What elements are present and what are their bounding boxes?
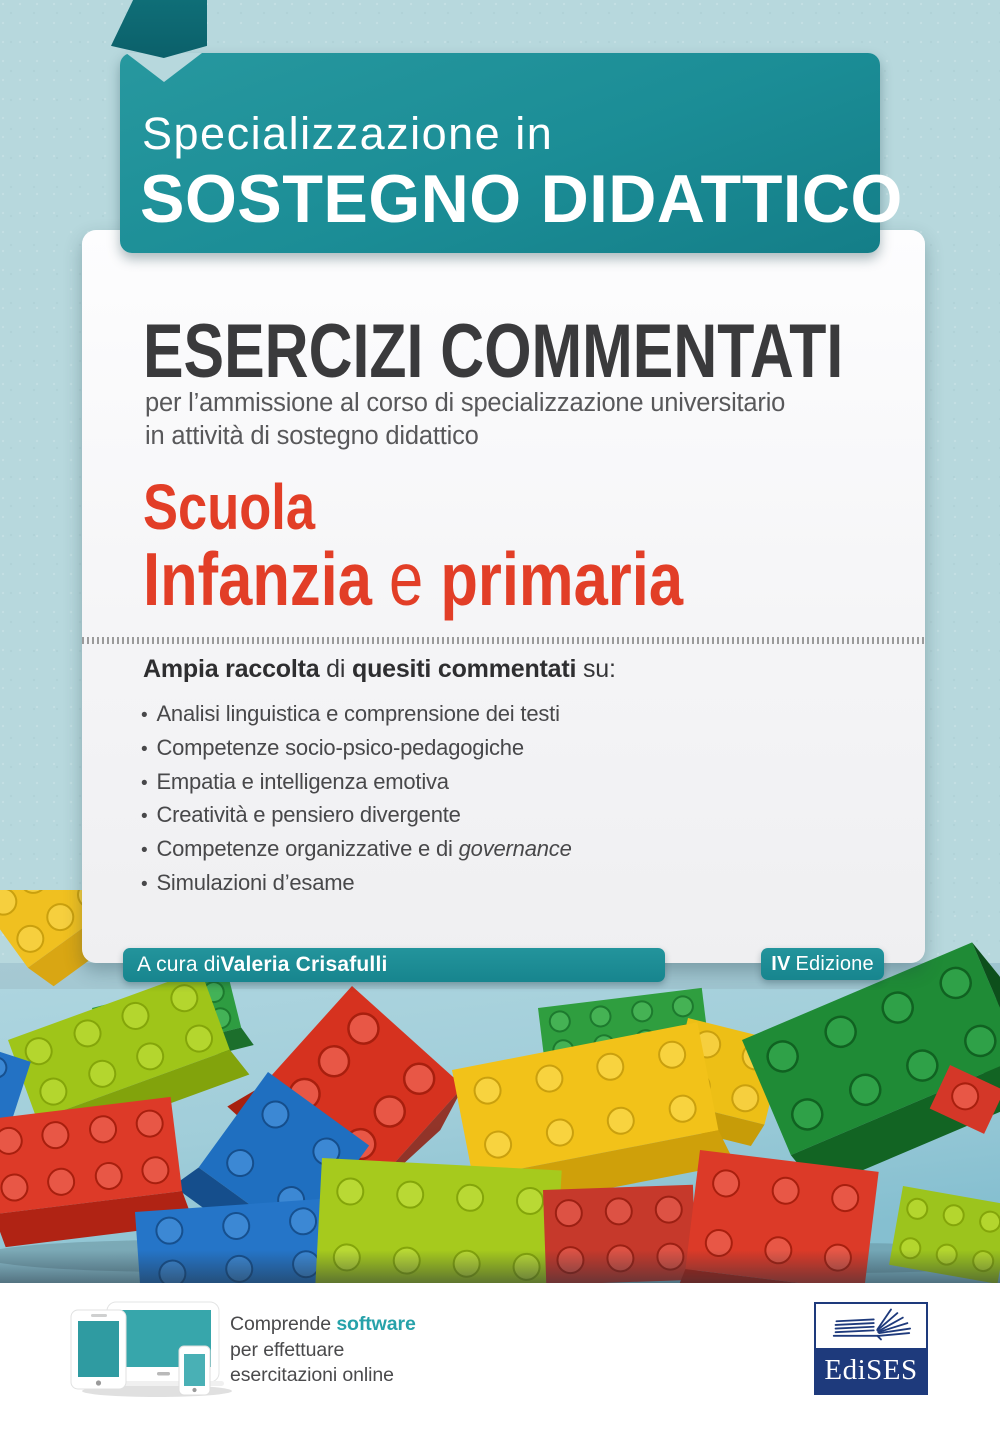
list-heading — [143, 653, 616, 685]
audience-infanzia: Infanzia — [143, 537, 372, 621]
edition-label: Edizione — [795, 952, 874, 975]
audience-line1: Scuola — [143, 471, 316, 543]
list-item — [141, 799, 572, 833]
author-bar — [123, 948, 665, 982]
list-item-text: Simulazioni d’esame — [156, 869, 355, 895]
software-note-prefix: Comprende — [230, 1313, 337, 1335]
bookmark-ribbon-icon — [111, 0, 207, 58]
author-name: Valeria Crisafulli — [220, 953, 388, 976]
list-item-text: Analisi linguistica e comprensione dei testi — [156, 701, 560, 726]
list-item-text: Competenze socio-psico-pedagogiche — [156, 734, 524, 760]
list-heading-bold2: quesiti commentati — [352, 655, 577, 683]
list-heading-mid: di — [319, 655, 352, 683]
list-heading-tail: su: — [576, 655, 616, 683]
header-banner — [120, 53, 903, 253]
list-item-text: Creatività e pensiero divergente — [156, 802, 461, 828]
card-title: ESERCIZI COMMENTATI — [143, 309, 844, 394]
list-item — [141, 833, 572, 867]
publisher-name: EdiSES — [816, 1348, 926, 1393]
card-subtitle-line1: per l’ammissione al corso di specializzazione universitario — [145, 389, 786, 417]
author-prefix: A cura di — [137, 953, 221, 976]
open-book-icon — [816, 1304, 926, 1344]
list-item-text: Empatia e intelligenza emotiva — [156, 768, 449, 794]
publisher-logo-book — [816, 1304, 926, 1348]
list-heading-bold1: Ampia raccolta — [143, 655, 320, 683]
small-phone-icon — [179, 1346, 210, 1395]
series-kicker: Specializzazione in — [142, 108, 554, 159]
card-subtitle — [145, 387, 785, 453]
content-card — [82, 230, 925, 963]
edition-badge — [761, 948, 884, 980]
list-item-italic: governance — [458, 836, 572, 862]
publisher-logo — [814, 1302, 928, 1395]
list-item — [141, 698, 572, 732]
list-item — [141, 732, 572, 766]
software-note-highlight: software — [336, 1313, 416, 1335]
footer — [0, 1283, 1000, 1441]
series-title: SOSTEGNO DIDATTICO — [140, 161, 903, 237]
audience-primaria: primaria — [440, 537, 684, 621]
dotted-separator — [82, 637, 925, 644]
audience-connector: e — [371, 537, 441, 621]
audience-line2 — [143, 537, 684, 621]
software-note-line3: esercitazioni online — [230, 1364, 394, 1386]
devices-icon — [62, 1294, 237, 1399]
topics-list — [141, 698, 572, 901]
software-note — [230, 1312, 416, 1389]
list-item — [141, 766, 572, 800]
edition-number: IV — [771, 952, 791, 975]
card-subtitle-line2: in attività di sostegno didattico — [145, 422, 479, 450]
phone-icon — [71, 1310, 126, 1389]
software-note-line1 — [230, 1312, 416, 1338]
list-item — [141, 867, 572, 901]
list-item-text: Competenze organizzative e di — [156, 836, 459, 862]
software-note-line2: per effettuare — [230, 1338, 345, 1361]
